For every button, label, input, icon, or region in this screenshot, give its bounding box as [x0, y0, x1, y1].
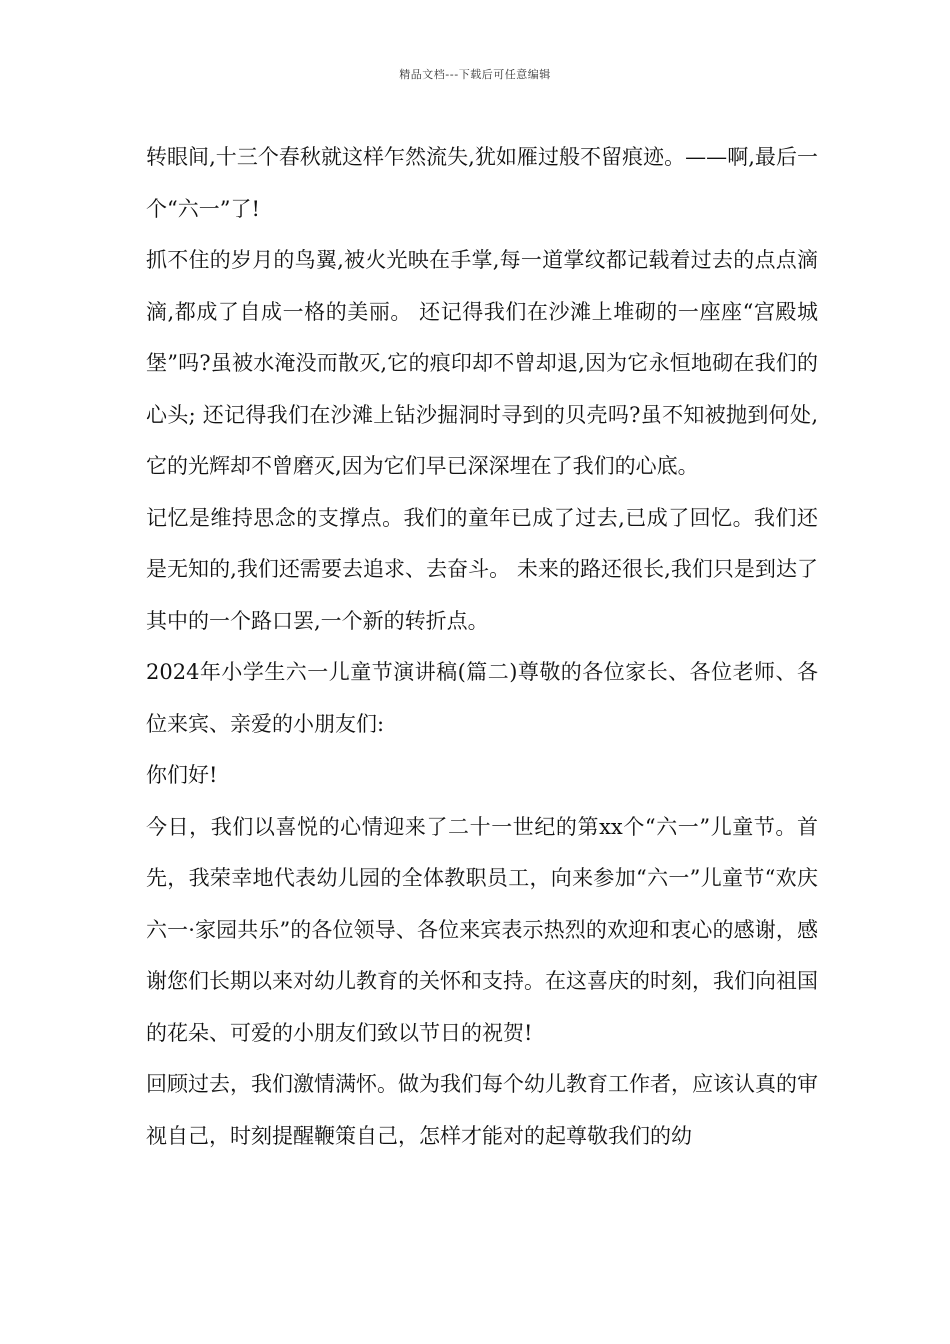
paragraph-5: 你们好! [146, 763, 218, 787]
paragraph-2: 抓不住的岁月的鸟翼,被火光映在手掌,每一道掌纹都记载着过去的点点滴滴,都成了自成一格的美丽。 还记得我们在沙滩上堆砌的一座座“宫殿城堡”吗?虽被水淹没而散灭,它的痕印却不曾却退,因为它永恒地砌在我们的心头; 还记得我们在沙滩上钻沙掘洞时寻到的贝壳吗?虽不知被抛到何处,它的光辉却不曾磨灭,因为它们早已深深埋在了我们的心底。 [146, 248, 818, 478]
paragraph-3: 记忆是维持思念的支撑点。我们的童年已成了过去,已成了回忆。我们还是无知的,我们还需要去追求、去奋斗。 未来的路还很长,我们只是到达了其中的一个路口罢,一个新的转折点。 [146, 505, 818, 633]
paragraph-1: 转眼间,十三个春秋就这样乍然流失,犹如雁过般不留痕迹。——啊,最后一个“六一”了! [146, 145, 818, 221]
paragraph-4: 2024年小学生六一儿童节演讲稿(篇二)尊敬的各位家长、各位老师、各位来宾、亲爱的小朋友们: [146, 660, 818, 736]
document-body [146, 132, 818, 1162]
paragraph-6: 今日，我们以喜悦的心情迎来了二十一世纪的第xx个“六一”儿童节。首先，我荣幸地代表幼儿园的全体教职员工，向来参加“六一”儿童节“欢庆六一·家园共乐”的各位领导、各位来宾表示热烈的欢迎和衷心的感谢，感谢您们长期以来对幼儿教育的关怀和支持。在这喜庆的时刻，我们向祖国的花朵、可爱的小朋友们致以节日的祝贺! [146, 814, 818, 1045]
page-header: 精品文档---下载后可任意编辑 [399, 68, 551, 81]
paragraph-7: 回顾过去，我们激情满怀。做为我们每个幼儿教育工作者，应该认真的审视自己，时刻提醒鞭策自己，怎样才能对的起尊敬我们的幼 [146, 1072, 818, 1148]
